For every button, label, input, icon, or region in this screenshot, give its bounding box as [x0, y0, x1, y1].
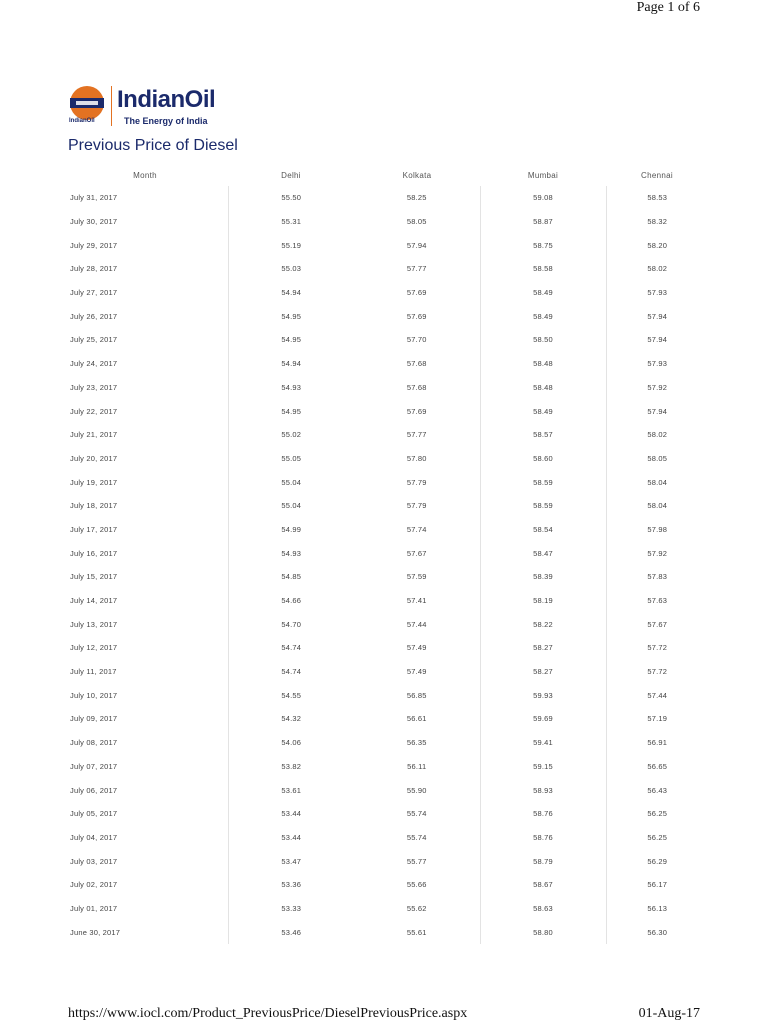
cell-mumbai: 58.63 [480, 897, 606, 921]
cell-mumbai: 59.08 [480, 186, 606, 210]
column-header-mumbai: Mumbai [527, 170, 559, 180]
table-row [62, 233, 708, 257]
table-row [62, 186, 708, 210]
cell-date: July 14, 2017 [62, 589, 228, 613]
footer-url: https://www.iocl.com/Product_PreviousPrice/DieselPreviousPrice.aspx [68, 1006, 468, 1021]
cell-chennai: 57.94 [647, 406, 668, 416]
cell-delhi: 54.74 [281, 667, 302, 677]
table-header-row [62, 164, 708, 186]
table-row [62, 257, 708, 281]
cell-chennai: 57.92 [647, 548, 668, 558]
cell-mumbai: 58.19 [480, 589, 606, 613]
table-row [62, 873, 708, 897]
cell-mumbai: 59.93 [480, 683, 606, 707]
cell-kolkata: 55.74 [354, 802, 480, 826]
cell-delhi: 53.82 [281, 761, 302, 771]
cell-delhi: 54.32 [281, 714, 302, 724]
cell-chennai: 58.02 [647, 430, 668, 440]
cell-date: July 16, 2017 [62, 541, 228, 565]
cell-kolkata: 57.68 [354, 352, 480, 376]
table-row [62, 897, 708, 921]
cell-delhi: 55.31 [281, 217, 302, 227]
cell-date: July 30, 2017 [62, 210, 228, 234]
cell-kolkata: 55.74 [354, 826, 480, 850]
cell-chennai: 56.43 [647, 785, 668, 795]
cell-date: July 29, 2017 [62, 233, 228, 257]
cell-date: July 18, 2017 [62, 494, 228, 518]
cell-chennai: 56.25 [647, 832, 668, 842]
cell-mumbai: 58.22 [480, 612, 606, 636]
cell-chennai: 57.93 [647, 359, 668, 369]
cell-mumbai: 58.59 [480, 470, 606, 494]
cell-kolkata: 57.69 [354, 281, 480, 305]
cell-chennai: 57.44 [647, 690, 668, 700]
cell-chennai: 56.17 [647, 880, 668, 890]
cell-delhi: 54.93 [281, 382, 302, 392]
cell-delhi: 54.06 [281, 738, 302, 748]
cell-kolkata: 57.94 [354, 233, 480, 257]
cell-date: July 01, 2017 [62, 897, 228, 921]
cell-date: July 11, 2017 [62, 660, 228, 684]
table-row [62, 304, 708, 328]
cell-chennai: 57.63 [647, 596, 668, 606]
cell-mumbai: 58.27 [480, 636, 606, 660]
table-row [62, 541, 708, 565]
cell-kolkata: 57.69 [354, 399, 480, 423]
cell-mumbai: 58.80 [480, 920, 606, 944]
cell-delhi: 55.04 [281, 501, 302, 511]
column-header-delhi: Delhi [281, 170, 301, 180]
cell-kolkata: 57.80 [354, 447, 480, 471]
page-title: Previous Price of Diesel [68, 137, 238, 154]
table-row [62, 755, 708, 779]
cell-date: July 27, 2017 [62, 281, 228, 305]
cell-date: July 08, 2017 [62, 731, 228, 755]
cell-kolkata: 56.85 [354, 683, 480, 707]
cell-date: July 15, 2017 [62, 565, 228, 589]
cell-chennai: 58.04 [647, 501, 668, 511]
indianoil-logo [68, 84, 228, 130]
cell-delhi: 53.47 [281, 856, 302, 866]
cell-date: July 23, 2017 [62, 376, 228, 400]
cell-kolkata: 55.66 [354, 873, 480, 897]
cell-kolkata: 57.68 [354, 376, 480, 400]
cell-kolkata: 57.79 [354, 494, 480, 518]
cell-delhi: 54.85 [281, 572, 302, 582]
table-row [62, 518, 708, 542]
cell-kolkata: 58.25 [354, 186, 480, 210]
cell-delhi: 53.36 [281, 880, 302, 890]
cell-kolkata: 57.79 [354, 470, 480, 494]
table-row [62, 660, 708, 684]
cell-kolkata: 57.77 [354, 257, 480, 281]
table-row [62, 849, 708, 873]
cell-date: July 24, 2017 [62, 352, 228, 376]
cell-date: July 10, 2017 [62, 683, 228, 707]
cell-delhi: 55.03 [281, 264, 302, 274]
cell-kolkata: 57.70 [354, 328, 480, 352]
cell-chennai: 57.83 [647, 572, 668, 582]
table-row [62, 731, 708, 755]
column-header-month: Month [133, 170, 157, 180]
cell-mumbai: 59.69 [480, 707, 606, 731]
cell-kolkata: 57.77 [354, 423, 480, 447]
cell-delhi: 54.95 [281, 406, 302, 416]
cell-mumbai: 58.75 [480, 233, 606, 257]
cell-kolkata: 55.62 [354, 897, 480, 921]
cell-delhi: 55.05 [281, 453, 302, 463]
cell-delhi: 55.02 [281, 430, 302, 440]
cell-kolkata: 57.67 [354, 541, 480, 565]
logo-brand-name: IndianOil [117, 86, 216, 113]
table-row [62, 920, 708, 944]
table-row [62, 281, 708, 305]
cell-chennai: 58.20 [647, 240, 668, 250]
cell-delhi: 55.04 [281, 477, 302, 487]
cell-mumbai: 59.15 [480, 755, 606, 779]
cell-kolkata: 58.05 [354, 210, 480, 234]
cell-chennai: 58.32 [647, 217, 668, 227]
cell-kolkata: 57.49 [354, 636, 480, 660]
table-row [62, 636, 708, 660]
cell-date: July 02, 2017 [62, 873, 228, 897]
cell-kolkata: 57.74 [354, 518, 480, 542]
cell-mumbai: 58.93 [480, 778, 606, 802]
cell-mumbai: 58.39 [480, 565, 606, 589]
footer-date: 01-Aug-17 [638, 1006, 700, 1021]
cell-date: July 21, 2017 [62, 423, 228, 447]
table-row [62, 470, 708, 494]
cell-mumbai: 58.47 [480, 541, 606, 565]
cell-kolkata: 56.35 [354, 731, 480, 755]
cell-chennai: 56.29 [647, 856, 668, 866]
cell-date: July 03, 2017 [62, 849, 228, 873]
cell-mumbai: 58.57 [480, 423, 606, 447]
table-row [62, 612, 708, 636]
cell-mumbai: 58.58 [480, 257, 606, 281]
cell-mumbai: 58.49 [480, 399, 606, 423]
table-row [62, 328, 708, 352]
logo-tagline: The Energy of India [124, 116, 208, 126]
cell-chennai: 57.94 [647, 335, 668, 345]
cell-date: July 07, 2017 [62, 755, 228, 779]
cell-mumbai: 58.59 [480, 494, 606, 518]
cell-delhi: 55.50 [281, 193, 302, 203]
column-header-chennai: Chennai [641, 170, 673, 180]
cell-kolkata: 55.77 [354, 849, 480, 873]
cell-chennai: 58.04 [647, 477, 668, 487]
table-row [62, 826, 708, 850]
cell-mumbai: 59.41 [480, 731, 606, 755]
table-row [62, 423, 708, 447]
cell-date: July 04, 2017 [62, 826, 228, 850]
cell-date: July 31, 2017 [62, 186, 228, 210]
table-row [62, 352, 708, 376]
diesel-price-table [62, 164, 708, 944]
table-row [62, 447, 708, 471]
cell-chennai: 56.91 [647, 738, 668, 748]
cell-delhi: 53.44 [281, 809, 302, 819]
cell-chennai: 57.98 [647, 524, 668, 534]
cell-mumbai: 58.76 [480, 826, 606, 850]
cell-delhi: 54.99 [281, 524, 302, 534]
cell-chennai: 57.94 [647, 311, 668, 321]
logo-small-text: IndianOil [69, 118, 95, 124]
cell-kolkata: 57.41 [354, 589, 480, 613]
cell-chennai: 57.93 [647, 288, 668, 298]
cell-kolkata: 56.11 [354, 755, 480, 779]
cell-mumbai: 58.76 [480, 802, 606, 826]
cell-chennai: 56.65 [647, 761, 668, 771]
table-row [62, 210, 708, 234]
page-indicator: Page 1 of 6 [636, 0, 700, 15]
cell-delhi: 55.19 [281, 240, 302, 250]
cell-mumbai: 58.48 [480, 376, 606, 400]
cell-mumbai: 58.87 [480, 210, 606, 234]
cell-date: July 09, 2017 [62, 707, 228, 731]
cell-mumbai: 58.54 [480, 518, 606, 542]
cell-date: July 22, 2017 [62, 399, 228, 423]
cell-kolkata: 57.44 [354, 612, 480, 636]
cell-chennai: 58.02 [647, 264, 668, 274]
table-row [62, 399, 708, 423]
cell-mumbai: 58.48 [480, 352, 606, 376]
table-body [62, 186, 708, 944]
cell-chennai: 58.53 [647, 193, 668, 203]
cell-date: July 28, 2017 [62, 257, 228, 281]
column-header-kolkata: Kolkata [402, 170, 432, 180]
cell-kolkata: 57.59 [354, 565, 480, 589]
table-row [62, 683, 708, 707]
table-row [62, 376, 708, 400]
cell-mumbai: 58.79 [480, 849, 606, 873]
cell-kolkata: 56.61 [354, 707, 480, 731]
cell-kolkata: 55.61 [354, 920, 480, 944]
cell-mumbai: 58.49 [480, 281, 606, 305]
cell-delhi: 54.70 [281, 619, 302, 629]
table-row [62, 565, 708, 589]
cell-chennai: 57.92 [647, 382, 668, 392]
cell-chennai: 56.25 [647, 809, 668, 819]
logo-divider [111, 86, 112, 126]
cell-delhi: 53.46 [281, 927, 302, 937]
cell-date: July 26, 2017 [62, 304, 228, 328]
cell-delhi: 54.93 [281, 548, 302, 558]
cell-chennai: 56.30 [647, 927, 668, 937]
cell-mumbai: 58.49 [480, 304, 606, 328]
table-row [62, 589, 708, 613]
cell-date: June 30, 2017 [62, 920, 228, 944]
table-row [62, 707, 708, 731]
cell-chennai: 56.13 [647, 903, 668, 913]
cell-date: July 06, 2017 [62, 778, 228, 802]
cell-delhi: 54.66 [281, 596, 302, 606]
cell-date: July 25, 2017 [62, 328, 228, 352]
cell-mumbai: 58.67 [480, 873, 606, 897]
table-row [62, 494, 708, 518]
table-row [62, 778, 708, 802]
cell-date: July 17, 2017 [62, 518, 228, 542]
cell-delhi: 54.74 [281, 643, 302, 653]
cell-kolkata: 57.69 [354, 304, 480, 328]
cell-mumbai: 58.27 [480, 660, 606, 684]
cell-delhi: 54.95 [281, 335, 302, 345]
cell-chennai: 57.72 [647, 667, 668, 677]
table-row [62, 802, 708, 826]
cell-chennai: 57.67 [647, 619, 668, 629]
cell-chennai: 57.72 [647, 643, 668, 653]
cell-date: July 19, 2017 [62, 470, 228, 494]
cell-date: July 20, 2017 [62, 447, 228, 471]
cell-delhi: 53.61 [281, 785, 302, 795]
cell-kolkata: 55.90 [354, 778, 480, 802]
cell-date: July 13, 2017 [62, 612, 228, 636]
indianoil-emblem-icon [68, 84, 106, 122]
cell-chennai: 57.19 [647, 714, 668, 724]
cell-date: July 05, 2017 [62, 802, 228, 826]
cell-delhi: 54.94 [281, 288, 302, 298]
cell-delhi: 54.94 [281, 359, 302, 369]
cell-kolkata: 57.49 [354, 660, 480, 684]
cell-delhi: 53.44 [281, 832, 302, 842]
cell-date: July 12, 2017 [62, 636, 228, 660]
cell-chennai: 58.05 [647, 453, 668, 463]
cell-delhi: 53.33 [281, 903, 302, 913]
cell-delhi: 54.95 [281, 311, 302, 321]
cell-mumbai: 58.60 [480, 447, 606, 471]
cell-mumbai: 58.50 [480, 328, 606, 352]
cell-delhi: 54.55 [281, 690, 302, 700]
